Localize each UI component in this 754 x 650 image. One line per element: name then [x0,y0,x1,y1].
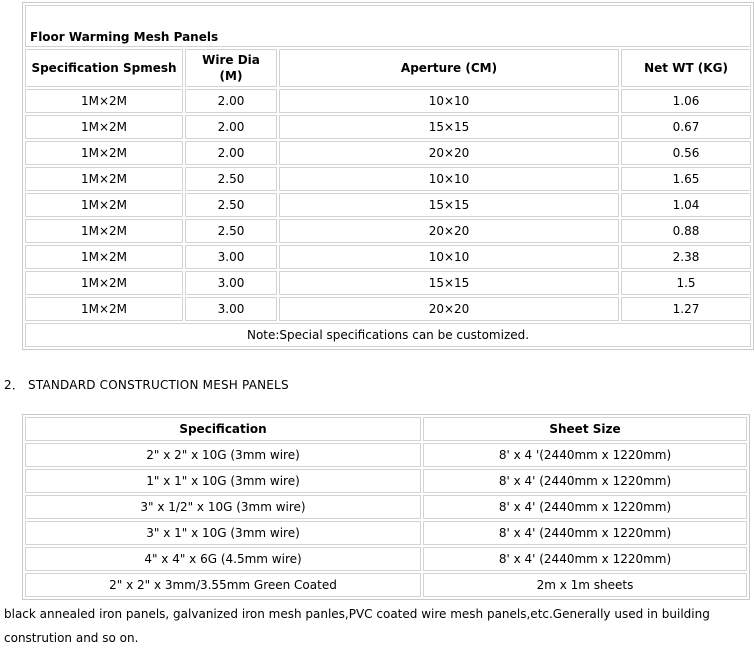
table-row [25,297,751,321]
cell-net-wt: 1.06 [621,89,751,113]
floor-warming-mesh-table [22,2,754,350]
cell-wire-dia: 2.00 [185,141,277,165]
cell-aperture: 15×15 [279,271,619,295]
cell-net-wt: 1.27 [621,297,751,321]
cell-aperture: 10×10 [279,89,619,113]
cell-wire-dia: 3.00 [185,297,277,321]
cell-sheet-size: 8' x 4' (2440mm x 1220mm) [423,547,747,571]
cell-aperture: 15×15 [279,115,619,139]
cell-spec: 1M×2M [25,245,183,269]
column-header-net-wt: Net WT (KG) [621,49,751,87]
cell-spec: 1M×2M [25,193,183,217]
cell-specification: 3" x 1" x 10G (3mm wire) [25,521,421,545]
wire-dia-unit: (M) [219,69,243,83]
construction-mesh-table [22,414,750,600]
section-heading: 2． STANDARD CONSTRUCTION MESH PANELS [4,378,289,392]
cell-sheet-size: 8' x 4' (2440mm x 1220mm) [423,469,747,493]
cell-wire-dia: 2.50 [185,167,277,191]
column-header-specification: Specification [25,417,421,441]
cell-net-wt: 0.67 [621,115,751,139]
cell-net-wt: 2.38 [621,245,751,269]
cell-net-wt: 1.5 [621,271,751,295]
cell-net-wt: 0.88 [621,219,751,243]
table-row [25,271,751,295]
cell-spec: 1M×2M [25,115,183,139]
table-row [25,89,751,113]
footer-paragraph: black annealed iron panels, galvanized iron mesh panles,PVC coated wire mesh panels,etc.Generally used in building constrution and so on. [4,607,710,645]
cell-specification: 3" x 1/2" x 10G (3mm wire) [25,495,421,519]
table-row [25,443,747,467]
table-row [25,193,751,217]
table-row [25,521,747,545]
cell-specification: 4" x 4" x 6G (4.5mm wire) [25,547,421,571]
cell-spec: 1M×2M [25,89,183,113]
cell-wire-dia: 2.50 [185,193,277,217]
cell-net-wt: 1.65 [621,167,751,191]
cell-aperture: 10×10 [279,245,619,269]
cell-sheet-size: 8' x 4' (2440mm x 1220mm) [423,495,747,519]
cell-wire-dia: 3.00 [185,271,277,295]
cell-wire-dia: 2.00 [185,115,277,139]
column-header-wire-dia [185,49,277,87]
table-row [25,469,747,493]
cell-spec: 1M×2M [25,271,183,295]
cell-aperture: 10×10 [279,167,619,191]
cell-net-wt: 0.56 [621,141,751,165]
cell-sheet-size: 2m x 1m sheets [423,573,747,597]
table-title: Floor Warming Mesh Panels [25,5,751,47]
column-header-aperture: Aperture (CM) [279,49,619,87]
cell-spec: 1M×2M [25,141,183,165]
table-row [25,547,747,571]
table-row [25,167,751,191]
cell-aperture: 20×20 [279,297,619,321]
cell-aperture: 20×20 [279,219,619,243]
table-note: Note:Special specifications can be customized. [25,323,751,347]
cell-aperture: 15×15 [279,193,619,217]
cell-specification: 2" x 2" x 3mm/3.55mm Green Coated [25,573,421,597]
table-row [25,115,751,139]
table-row [25,141,751,165]
cell-specification: 2" x 2" x 10G (3mm wire) [25,443,421,467]
cell-specification: 1" x 1" x 10G (3mm wire) [25,469,421,493]
column-header-sheet-size: Sheet Size [423,417,747,441]
cell-wire-dia: 2.50 [185,219,277,243]
cell-spec: 1M×2M [25,297,183,321]
cell-aperture: 20×20 [279,141,619,165]
cell-wire-dia: 3.00 [185,245,277,269]
cell-spec: 1M×2M [25,167,183,191]
cell-wire-dia: 2.00 [185,89,277,113]
table-row [25,245,751,269]
cell-sheet-size: 8' x 4 '(2440mm x 1220mm) [423,443,747,467]
table-row [25,573,747,597]
wire-dia-label: Wire Dia [202,53,260,67]
cell-spec: 1M×2M [25,219,183,243]
column-header-spec: Specification Spmesh [25,49,183,87]
cell-sheet-size: 8' x 4' (2440mm x 1220mm) [423,521,747,545]
table-row [25,219,751,243]
cell-net-wt: 1.04 [621,193,751,217]
table-row [25,495,747,519]
